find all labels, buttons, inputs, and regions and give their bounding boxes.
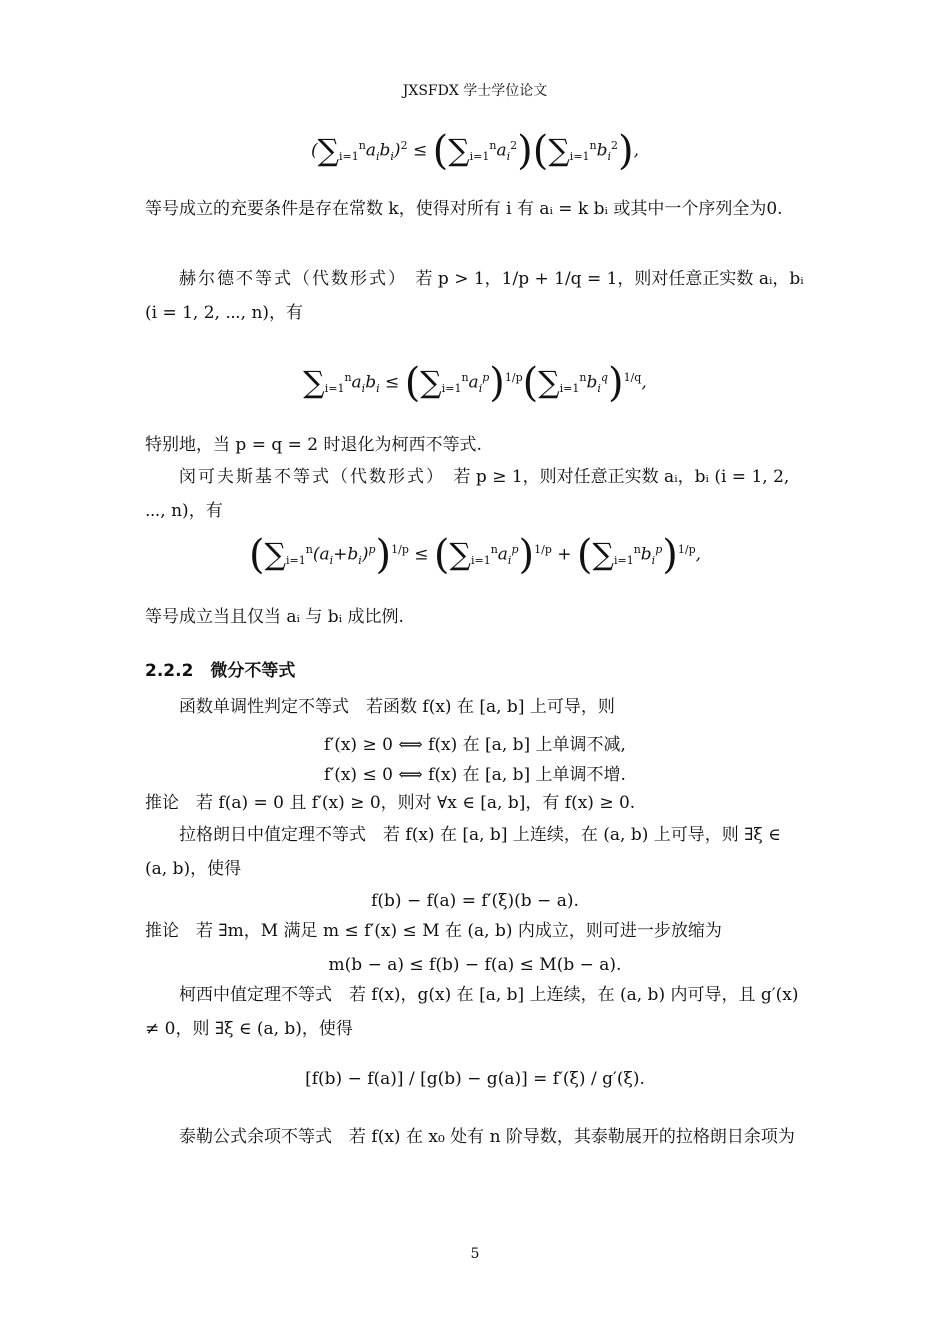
running-header: JXSFDX 学士学位论文	[402, 83, 548, 99]
page-number: 5	[470, 1246, 480, 1262]
equation-monotone-decreasing: f′(x) ≤ 0 ⟺ f(x) 在 [a, b] 上单调不增.	[324, 765, 626, 785]
equation-holder: $\sum_{i=1}^na_ib_i \le (\sum_{i=1}^na_i^p)^{1/p}(\sum_{i=1}^nb_i^q)^{1/q}$,	[303, 360, 647, 406]
holder-special-case: 特别地，当 p = q = 2 时退化为柯西不等式.	[145, 435, 482, 455]
taylor-paragraph	[145, 1120, 805, 1154]
holder-title: 赫尔德不等式（代数形式）	[179, 269, 399, 289]
taylor-text: 若 f(x) 在 x₀ 处有 n 阶导数，其泰勒展开的拉格朗日余项为	[349, 1127, 795, 1147]
equation-lagrange-bound: m(b − a) ≤ f(b) − f(a) ≤ M(b − a).	[328, 955, 622, 975]
minkowski-title: 闵可夫斯基不等式（代数形式）	[179, 467, 437, 487]
monotonicity-corollary: 推论 若 f(a) = 0 且 f′(x) ≥ 0，则对 ∀x ∈ [a, b]，有 f(x) ≥ 0.	[145, 793, 636, 813]
holder-paragraph	[145, 262, 805, 330]
monotonicity-paragraph	[145, 690, 805, 724]
monotonicity-title: 函数单调性判定不等式	[179, 697, 349, 717]
lagrange-corollary: 推论 若 ∃m，M 满足 m ≤ f′(x) ≤ M 在 (a, b) 内成立，则可进一步放缩为	[145, 921, 722, 941]
holder-text: 若 p > 1，1/p + 1/q = 1，则对任意正实数 aᵢ，bᵢ (i = 1, 2, ⋯, n)，有	[145, 269, 804, 323]
cauchy-mvt-paragraph	[145, 978, 805, 1046]
equation-monotone-increasing: f′(x) ≥ 0 ⟺ f(x) 在 [a, b] 上单调不减,	[324, 735, 626, 755]
lagrange-paragraph	[145, 818, 805, 886]
cauchy-condition: 等号成立的充要条件是存在常数 k，使得对所有 i 有 aᵢ = k bᵢ 或其中一个序列全为0.	[145, 199, 783, 219]
minkowski-text: 若 p ≥ 1，则对任意正实数 aᵢ，bᵢ (i = 1, 2, ⋯, n)，有	[145, 467, 790, 521]
cauchy-mvt-text: 若 f(x)，g(x) 在 [a, b] 上连续，在 (a, b) 内可导，且 g′(x) ≠ 0，则 ∃ξ ∈ (a, b)，使得	[145, 985, 799, 1039]
cauchy-mvt-title: 柯西中值定理不等式	[179, 985, 332, 1005]
equation-minkowski: $(\sum_{i=1}^n(a_i+b_i)^p)^{1/p} \le (\sum_{i=1}^na_i^p)^{1/p} + (\sum_{i=1}^nb_i^p)^{1/p}$,	[248, 532, 702, 578]
lagrange-text: 若 f(x) 在 [a, b] 上连续，在 (a, b) 上可导，则 ∃ξ ∈ (a, b)，使得	[145, 825, 781, 879]
equation-lagrange: f(b) − f(a) = f′(ξ)(b − a).	[371, 891, 579, 911]
minkowski-equality: 等号成立当且仅当 aᵢ 与 bᵢ 成比例.	[145, 607, 404, 627]
taylor-title: 泰勒公式余项不等式	[179, 1127, 332, 1147]
monotonicity-text: 若函数 f(x) 在 [a, b] 上可导，则	[366, 697, 615, 717]
section-heading: 2.2.2 微分不等式	[145, 661, 296, 681]
equation-cauchy: $(\sum_{i=1}^na_ib_i)^2 \le (\sum_{i=1}^na_i^2)(\sum_{i=1}^nb_i^2)$,	[310, 128, 640, 174]
equation-cauchy-mvt: [f(b) − f(a)] / [g(b) − g(a)] = f′(ξ) / g′(ξ).	[305, 1069, 645, 1089]
lagrange-title: 拉格朗日中值定理不等式	[179, 825, 366, 845]
minkowski-paragraph	[145, 460, 805, 528]
